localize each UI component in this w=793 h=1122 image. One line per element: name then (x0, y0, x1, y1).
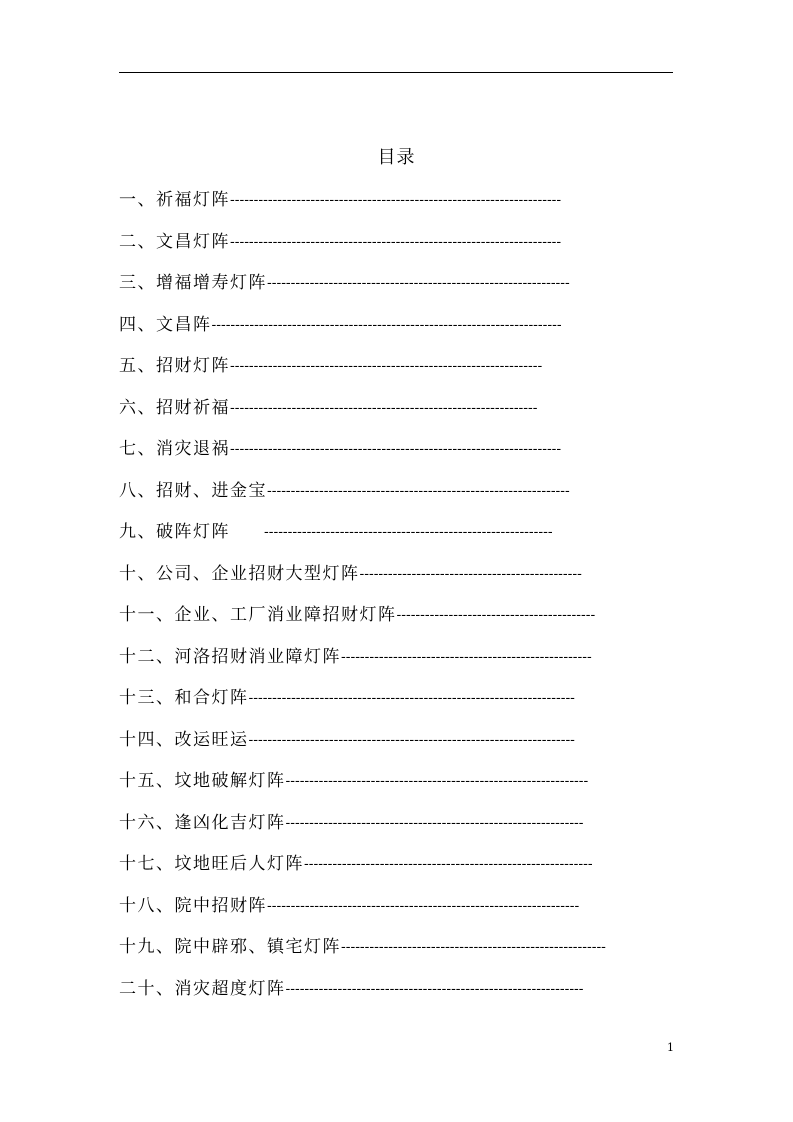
toc-leader: -------------------------------------------------------------------------- (211, 316, 562, 333)
toc-entry-label: 十六、逢凶化吉灯阵 (119, 812, 286, 833)
toc-entry[interactable] (119, 393, 679, 435)
toc-leader: -------------------------------------------------------- (341, 939, 606, 955)
toc-entry-label: 六、招财祈福 (119, 397, 230, 418)
toc-entry[interactable] (119, 476, 679, 518)
toc-leader: ----------------------------------------------------------------- (230, 399, 538, 416)
toc-entry[interactable] (119, 891, 679, 933)
toc-leader: ------------------------------------------------------------- (264, 524, 553, 540)
toc-entry[interactable] (119, 766, 679, 808)
toc-leader: --------------------------------------------------------------------- (248, 690, 575, 706)
page-number: 1 (667, 1041, 674, 1054)
toc-entry[interactable] (119, 932, 679, 974)
toc-entry[interactable] (119, 559, 679, 601)
toc-entry[interactable] (119, 642, 679, 684)
toc-entry-label: 八、招财、进金宝 (119, 480, 267, 501)
toc-entry-label: 四、文昌阵 (119, 314, 212, 335)
toc-entry-label: 三、增福增寿灯阵 (119, 273, 267, 293)
toc-entry-label: 十二、河洛招财消业障灯阵 (119, 646, 341, 667)
toc-leader: ---------------------------------------------------------------- (267, 482, 570, 499)
toc-entry-label: 九、破阵灯阵 (119, 522, 230, 542)
toc-entry[interactable] (119, 268, 679, 310)
toc-entry-label: 十九、院中辟邪、镇宅灯阵 (119, 937, 341, 957)
toc-entry[interactable] (119, 227, 679, 269)
toc-entry-label: 十四、改运旺运 (119, 729, 249, 750)
toc-leader: --------------------------------------------------------------------- (248, 731, 575, 748)
toc-entry-label: 十五、坟地破解灯阵 (119, 771, 286, 791)
toc-leader: ------------------------------------------------------------- (304, 856, 593, 872)
toc-leader: ------------------------------------------ (396, 607, 596, 623)
toc-leader: ---------------------------------------------------------------------- (230, 441, 562, 457)
toc-leader: ---------------------------------------------------------------- (285, 773, 589, 789)
toc-list (119, 185, 679, 1015)
toc-leader: --------------------------------------------------------------- (285, 980, 584, 997)
toc-leader: ----------------------------------------------------- (341, 648, 592, 665)
toc-entry-label: 七、消灾退祸 (119, 439, 230, 459)
toc-entry-label: 二十、消灾超度灯阵 (119, 978, 286, 999)
toc-title: 目录 (377, 147, 416, 168)
toc-entry[interactable] (119, 683, 679, 725)
toc-entry[interactable] (119, 185, 679, 227)
toc-entry[interactable] (119, 600, 679, 642)
toc-leader: ---------------------------------------------------------------------- (230, 192, 562, 208)
toc-entry[interactable] (119, 725, 679, 767)
toc-entry-label: 十、公司、企业招财大型灯阵 (119, 563, 360, 584)
toc-entry[interactable] (119, 434, 679, 476)
toc-leader: ---------------------------------------------------------------------- (230, 233, 562, 250)
toc-entry[interactable] (119, 808, 679, 850)
toc-leader: ---------------------------------------------------------------- (267, 275, 570, 291)
toc-leader: ------------------------------------------------------------------ (267, 897, 580, 914)
toc-entry-label: 十八、院中招财阵 (119, 895, 267, 916)
toc-entry-label: 二、文昌灯阵 (119, 231, 230, 252)
header-rule (119, 72, 673, 73)
toc-entry[interactable] (119, 351, 679, 393)
toc-leader: ------------------------------------------------------------------ (230, 358, 543, 374)
toc-entry[interactable] (119, 974, 679, 1016)
toc-entry[interactable] (119, 310, 679, 352)
toc-entry-label: 十七、坟地旺后人灯阵 (119, 854, 304, 874)
toc-entry[interactable] (119, 517, 679, 559)
toc-leader: --------------------------------------------------------------- (285, 814, 584, 831)
toc-entry-label: 一、祈福灯阵 (119, 190, 230, 210)
toc-entry-label: 十三、和合灯阵 (119, 688, 249, 708)
toc-entry-label: 五、招财灯阵 (119, 356, 230, 376)
toc-entry[interactable] (119, 849, 679, 891)
toc-entry-label: 十一、企业、工厂消业障招财灯阵 (119, 605, 397, 625)
toc-leader: ----------------------------------------------- (359, 565, 582, 582)
